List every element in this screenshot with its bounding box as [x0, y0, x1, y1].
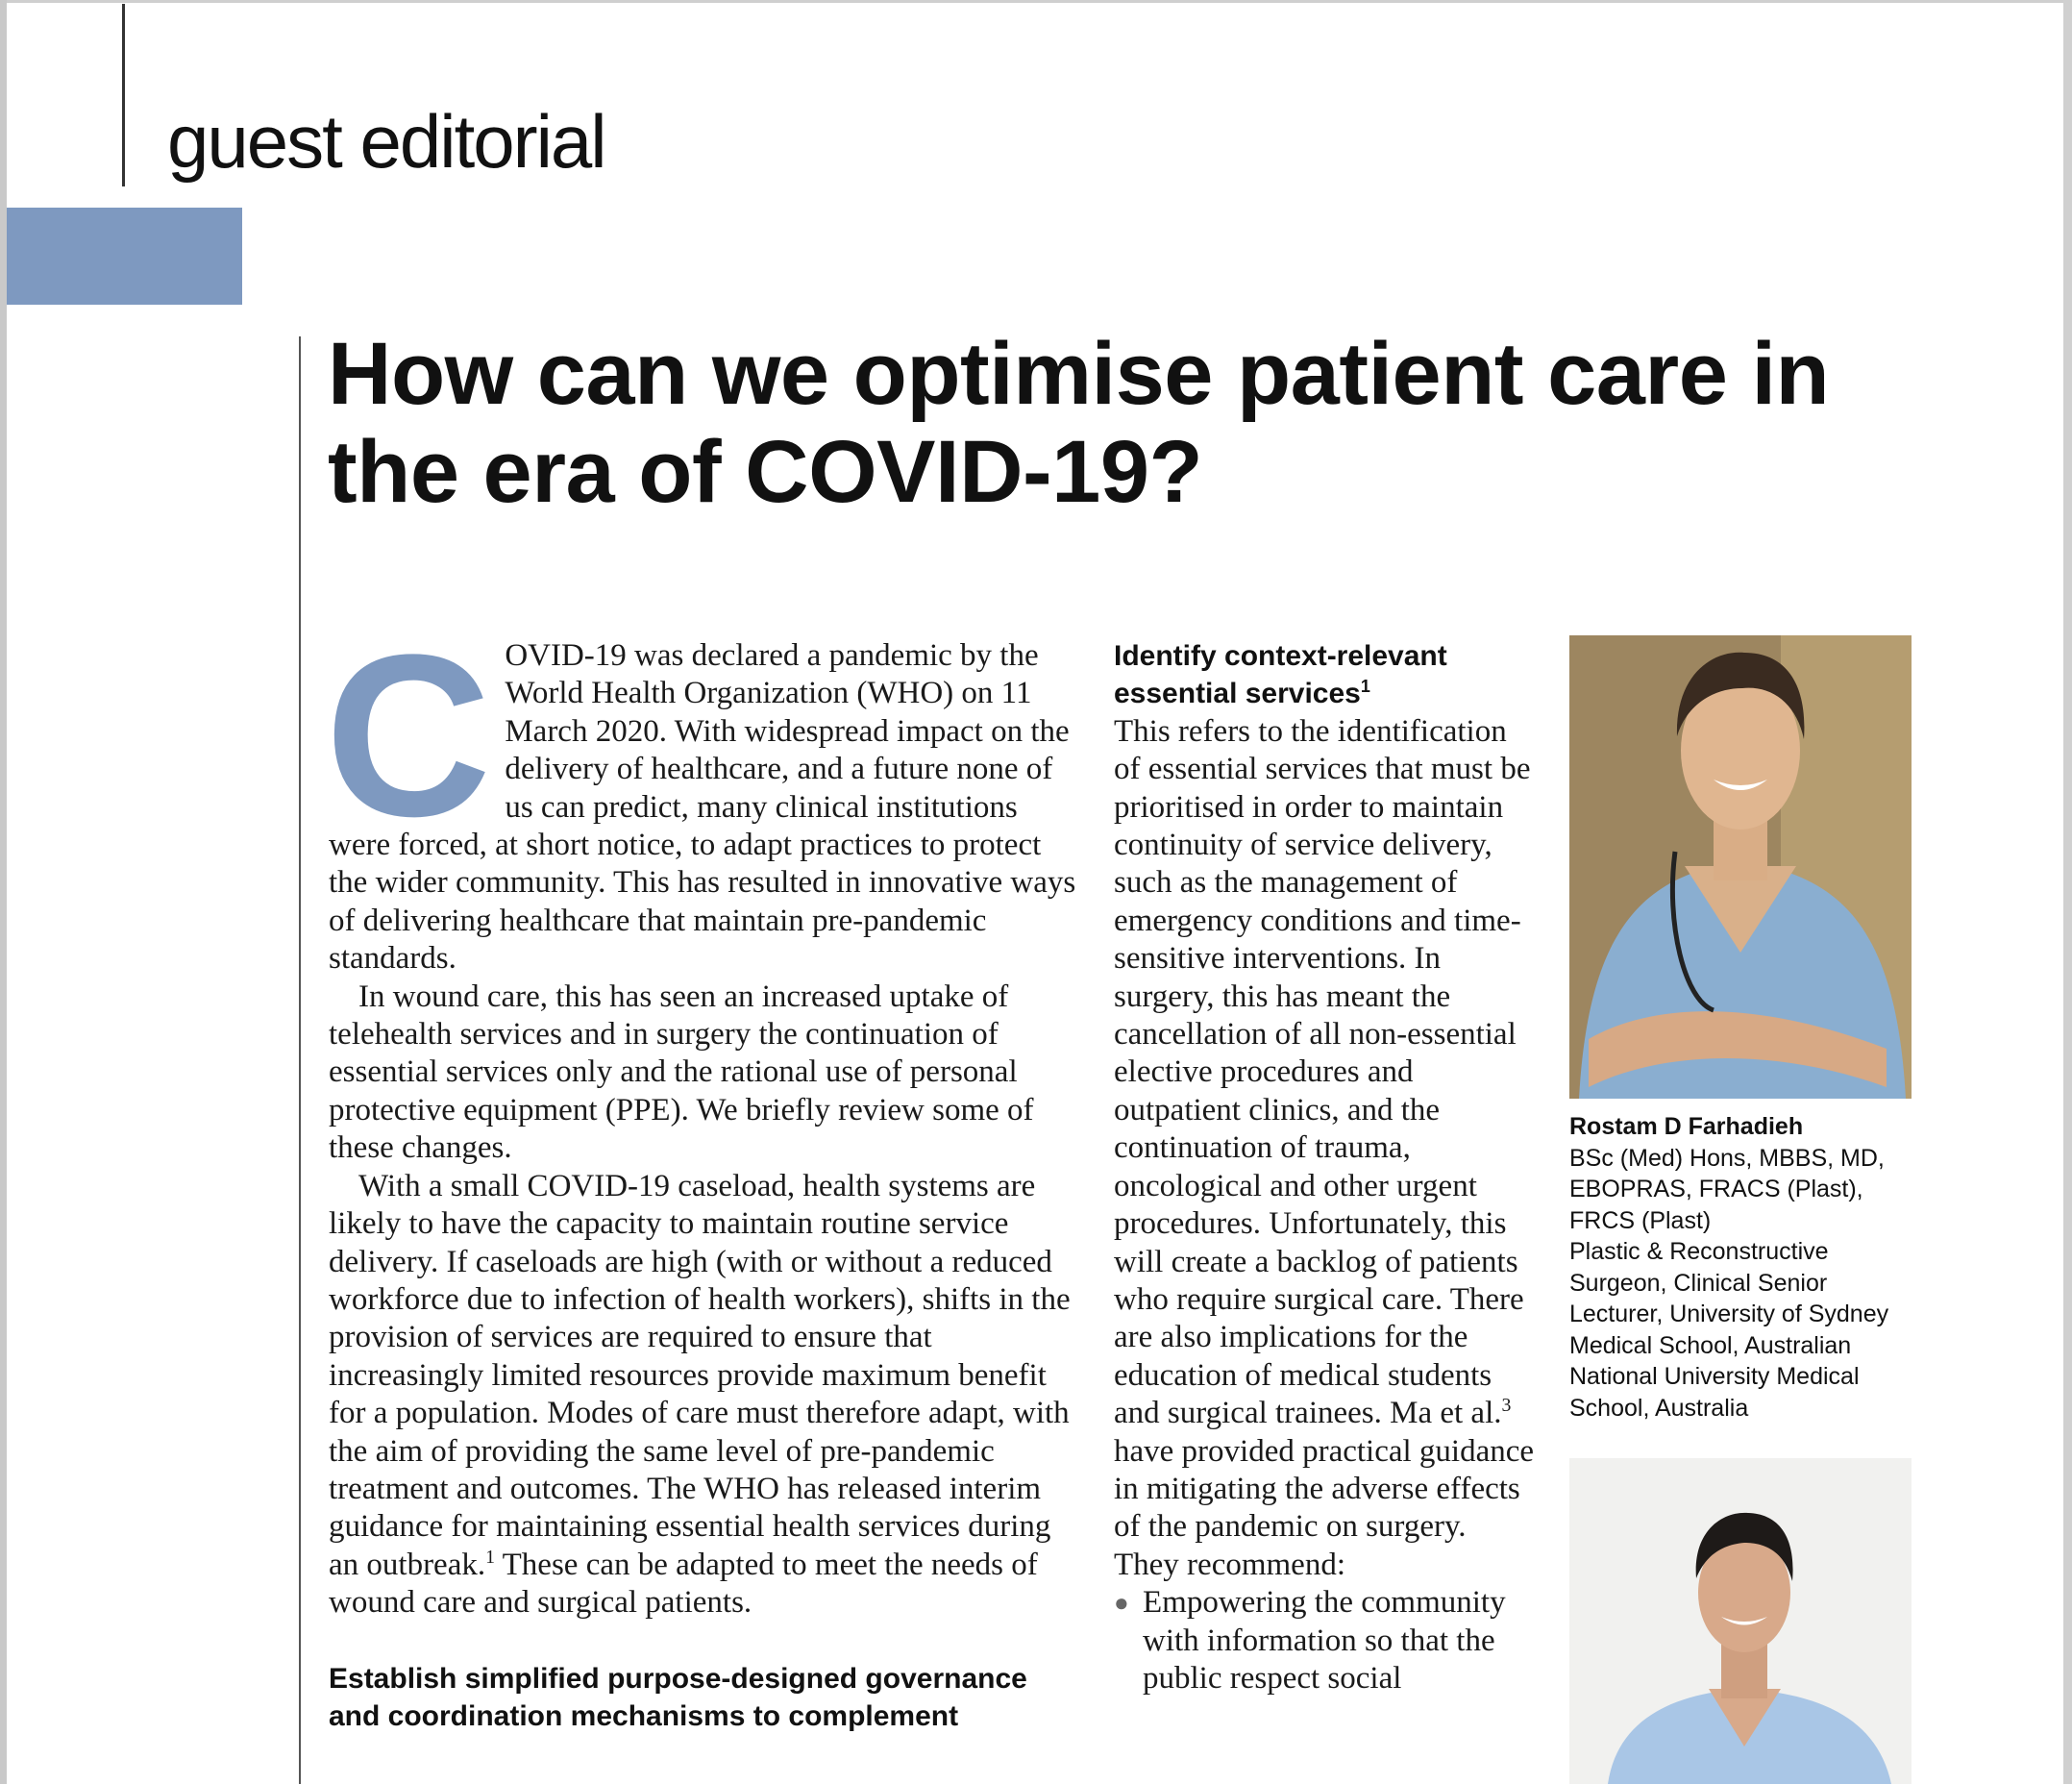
paragraph-intro-text: OVID-19 was declared a pandemic by the World Health Organization (WHO) on 11 March 2020. With widespread impact on the delivery of healthcare, and a future none of us can predict, many clinical institutions were forced, at short notice, to adapt practices to protect the wider community. This has resulted in innovative ways of delivering healthcare that maintain pre-pandemic standards.	[329, 638, 1076, 977]
author-credential-line: Medical School, Australian	[1569, 1331, 1852, 1359]
article-title: How can we optimise patient care in the era of COVID-19?	[328, 325, 1830, 521]
section-rule	[122, 4, 125, 186]
reference-1[interactable]: 1	[485, 1546, 495, 1568]
article-column-1	[325, 607, 1078, 1735]
paragraph-essential-services	[1114, 713, 1537, 1584]
drop-cap: C	[325, 607, 492, 864]
title-rule	[299, 336, 301, 1784]
section-label: guest editorial	[167, 99, 605, 184]
paragraph-caseload-text: With a small COVID-19 caseload, health systems are likely to have the capacity to maintain routine service delivery. If caseloads are high (with or without a reduced workforce due to infection of health workers), shifts in the provision of services are required to ensure that increasingly limited resources provide maximum benefit for a population. Modes of care must therefore adapt, with the aim of providing the same level of pre-pandemic treatment and outcomes. The WHO has released interim guidance for maintaining essential health services during an outbreak.	[329, 1168, 1071, 1582]
paragraph-caseload-tail: These can be adapted to meet the needs of wound care and surgical patients.	[329, 1547, 1038, 1621]
viewer-right-edge	[2063, 0, 2072, 1784]
author-credential-line: EBOPRAS, FRACS (Plast),	[1569, 1176, 1863, 1202]
author-credential-line: School, Australia	[1569, 1394, 1749, 1422]
paragraph-intro	[325, 607, 1078, 979]
author-credential-line: FRCS (Plast)	[1569, 1206, 1712, 1234]
viewer-top-edge	[0, 0, 2072, 3]
bullet-dot-icon: ●	[1114, 1589, 1129, 1618]
author-credit-1	[1569, 1111, 1915, 1424]
author-credential-line: Plastic & Reconstructive	[1569, 1238, 1829, 1265]
bullet-item	[1114, 1584, 1537, 1697]
subhead-governance: Establish simplified purpose-designed governance and coordination mechanisms to complement	[329, 1662, 1027, 1732]
author-credential-line: Lecturer, University of Sydney	[1569, 1301, 1889, 1327]
paragraph-essential-services-text: This refers to the identification of essential services that must be prioritised in order to maintain continuity of service delivery, such as the management of emergency conditions and time-sensitive interventions. In surgery, this has meant the cancellation of all non-essential elective procedures and outpatient clinics, and the continuation of trauma, oncological and other urgent procedures. Unfortunately, this will create a backlog of patients who require surgical care. There are also implications for the education of medical students and surgical trainees. Ma et al.	[1114, 713, 1531, 1431]
viewer-left-edge	[0, 0, 7, 1784]
article-column-2	[1114, 637, 1537, 1697]
author-portrait-2	[1569, 1458, 1912, 1784]
subhead-essential-services	[1114, 637, 1537, 713]
accent-block	[7, 208, 242, 305]
author-credential-line: National University Medical	[1569, 1363, 1860, 1390]
paragraph-caseload	[329, 1168, 1078, 1623]
reference-1-subhead[interactable]: 1	[1360, 677, 1370, 697]
author-name: Rostam D Farhadieh	[1569, 1113, 1804, 1140]
bullet-item-text: Empowering the community with information so that the public respect social	[1143, 1585, 1506, 1696]
reference-3[interactable]: 3	[1501, 1395, 1512, 1417]
author-credential-line: Surgeon, Clinical Senior	[1569, 1269, 1828, 1297]
paragraph-essential-services-tail: have provided practical guidance in mitigating the adverse effects of the pandemic on surgery. They recommend:	[1114, 1433, 1535, 1582]
paragraph-wound-care: In wound care, this has seen an increased uptake of telehealth services and in surgery the continuation of essential services only and the rational use of personal protective equipment (PPE). We briefly review some of these changes.	[329, 979, 1034, 1166]
subhead-essential-services-text: Identify context-relevant essential services	[1114, 640, 1447, 710]
author-photo-1	[1569, 635, 1912, 1099]
author-credential-line: BSc (Med) Hons, MBBS, MD,	[1569, 1144, 1885, 1172]
author-portrait-1	[1569, 635, 1912, 1099]
author-photo-2	[1569, 1458, 1912, 1784]
